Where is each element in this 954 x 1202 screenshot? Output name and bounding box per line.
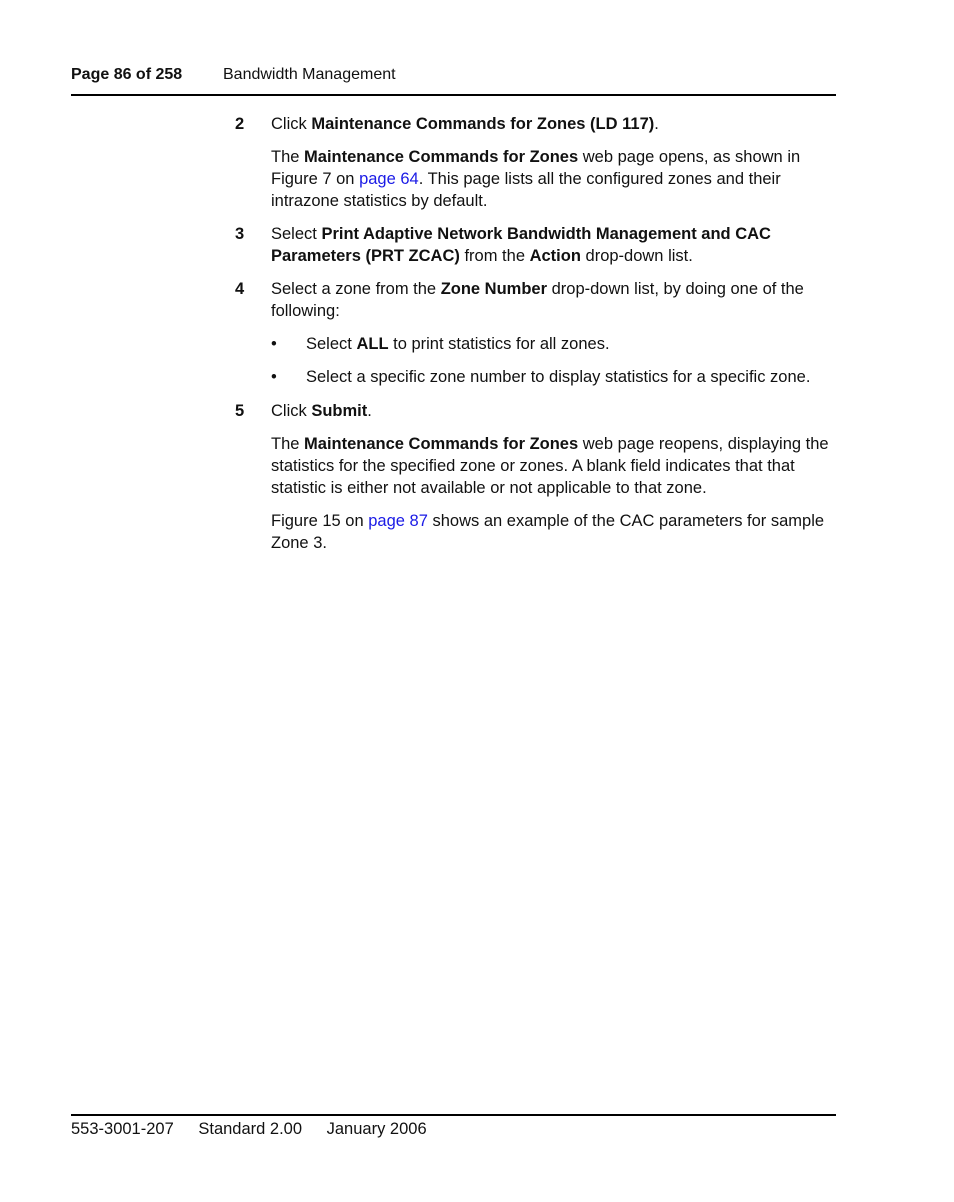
text-run: web page opens, as shown in Figure 7 on [271, 148, 801, 188]
text-run: shows an example of the CAC parameters for sample Zone 3. [271, 512, 825, 552]
text-run: Click [271, 115, 312, 133]
command-name: Maintenance Commands for Zones (LD 117) [311, 115, 655, 133]
action-name: Print Adaptive Network Bandwidth Management and CAC Parameters (PRT ZCAC) [271, 225, 771, 265]
text-run: web page reopens, displaying the statistics for the specified zone or zones. A blank field indicates that that statistic is either not available or not applicable to that zone. [271, 435, 829, 497]
bullet-marker: • [271, 368, 277, 386]
text-run: Select a zone from the [271, 280, 441, 298]
step-number: 3 [235, 225, 245, 243]
step-instruction [271, 400, 841, 422]
text-run: The [271, 435, 305, 453]
step-description [271, 146, 841, 212]
button-name: Submit [311, 402, 368, 420]
step-description [271, 433, 841, 499]
page-footer [71, 1114, 836, 1139]
option-name: ALL [356, 335, 389, 353]
step-instruction [271, 113, 841, 135]
figure-reference [271, 510, 841, 554]
publication-date: January 2006 [326, 1120, 427, 1138]
bullet-marker: • [271, 335, 277, 353]
text-run: Figure 15 on [271, 512, 369, 530]
page-name: Maintenance Commands for Zones [304, 148, 579, 166]
text-run: drop-down list. [580, 247, 693, 265]
document-number: 553-3001-207 [71, 1120, 174, 1138]
text-run: . [367, 402, 372, 420]
text-run: Select [271, 225, 322, 243]
text-run: to print statistics for all zones. [388, 335, 610, 353]
text-run: . [654, 115, 659, 133]
standard-version: Standard 2.00 [198, 1120, 303, 1138]
text-run: Select [306, 335, 357, 353]
page-link[interactable]: page 64 [359, 170, 419, 188]
field-name: Action [529, 247, 581, 265]
page-name: Maintenance Commands for Zones [304, 435, 579, 453]
bullet-item: Select a specific zone number to display statistics for a specific zone. [306, 368, 811, 386]
step-instruction [271, 223, 841, 267]
page-number: Page 86 of 258 [71, 66, 183, 83]
page-header [71, 66, 836, 96]
field-name: Zone Number [440, 280, 548, 298]
text-run: drop-down list, by doing one of the following: [271, 280, 804, 320]
text-run: . This page lists all the configured zones and their intrazone statistics by default. [271, 170, 781, 210]
step-instruction [271, 278, 841, 322]
step-number: 2 [235, 115, 245, 133]
text-run: Click [271, 402, 312, 420]
text-run: The [271, 148, 305, 166]
step-number: 4 [235, 280, 245, 298]
text-run: from the [459, 247, 530, 265]
chapter-title: Bandwidth Management [223, 66, 396, 83]
bullet-item [306, 333, 846, 355]
page-link[interactable]: page 87 [368, 512, 428, 530]
step-number: 5 [235, 402, 245, 420]
